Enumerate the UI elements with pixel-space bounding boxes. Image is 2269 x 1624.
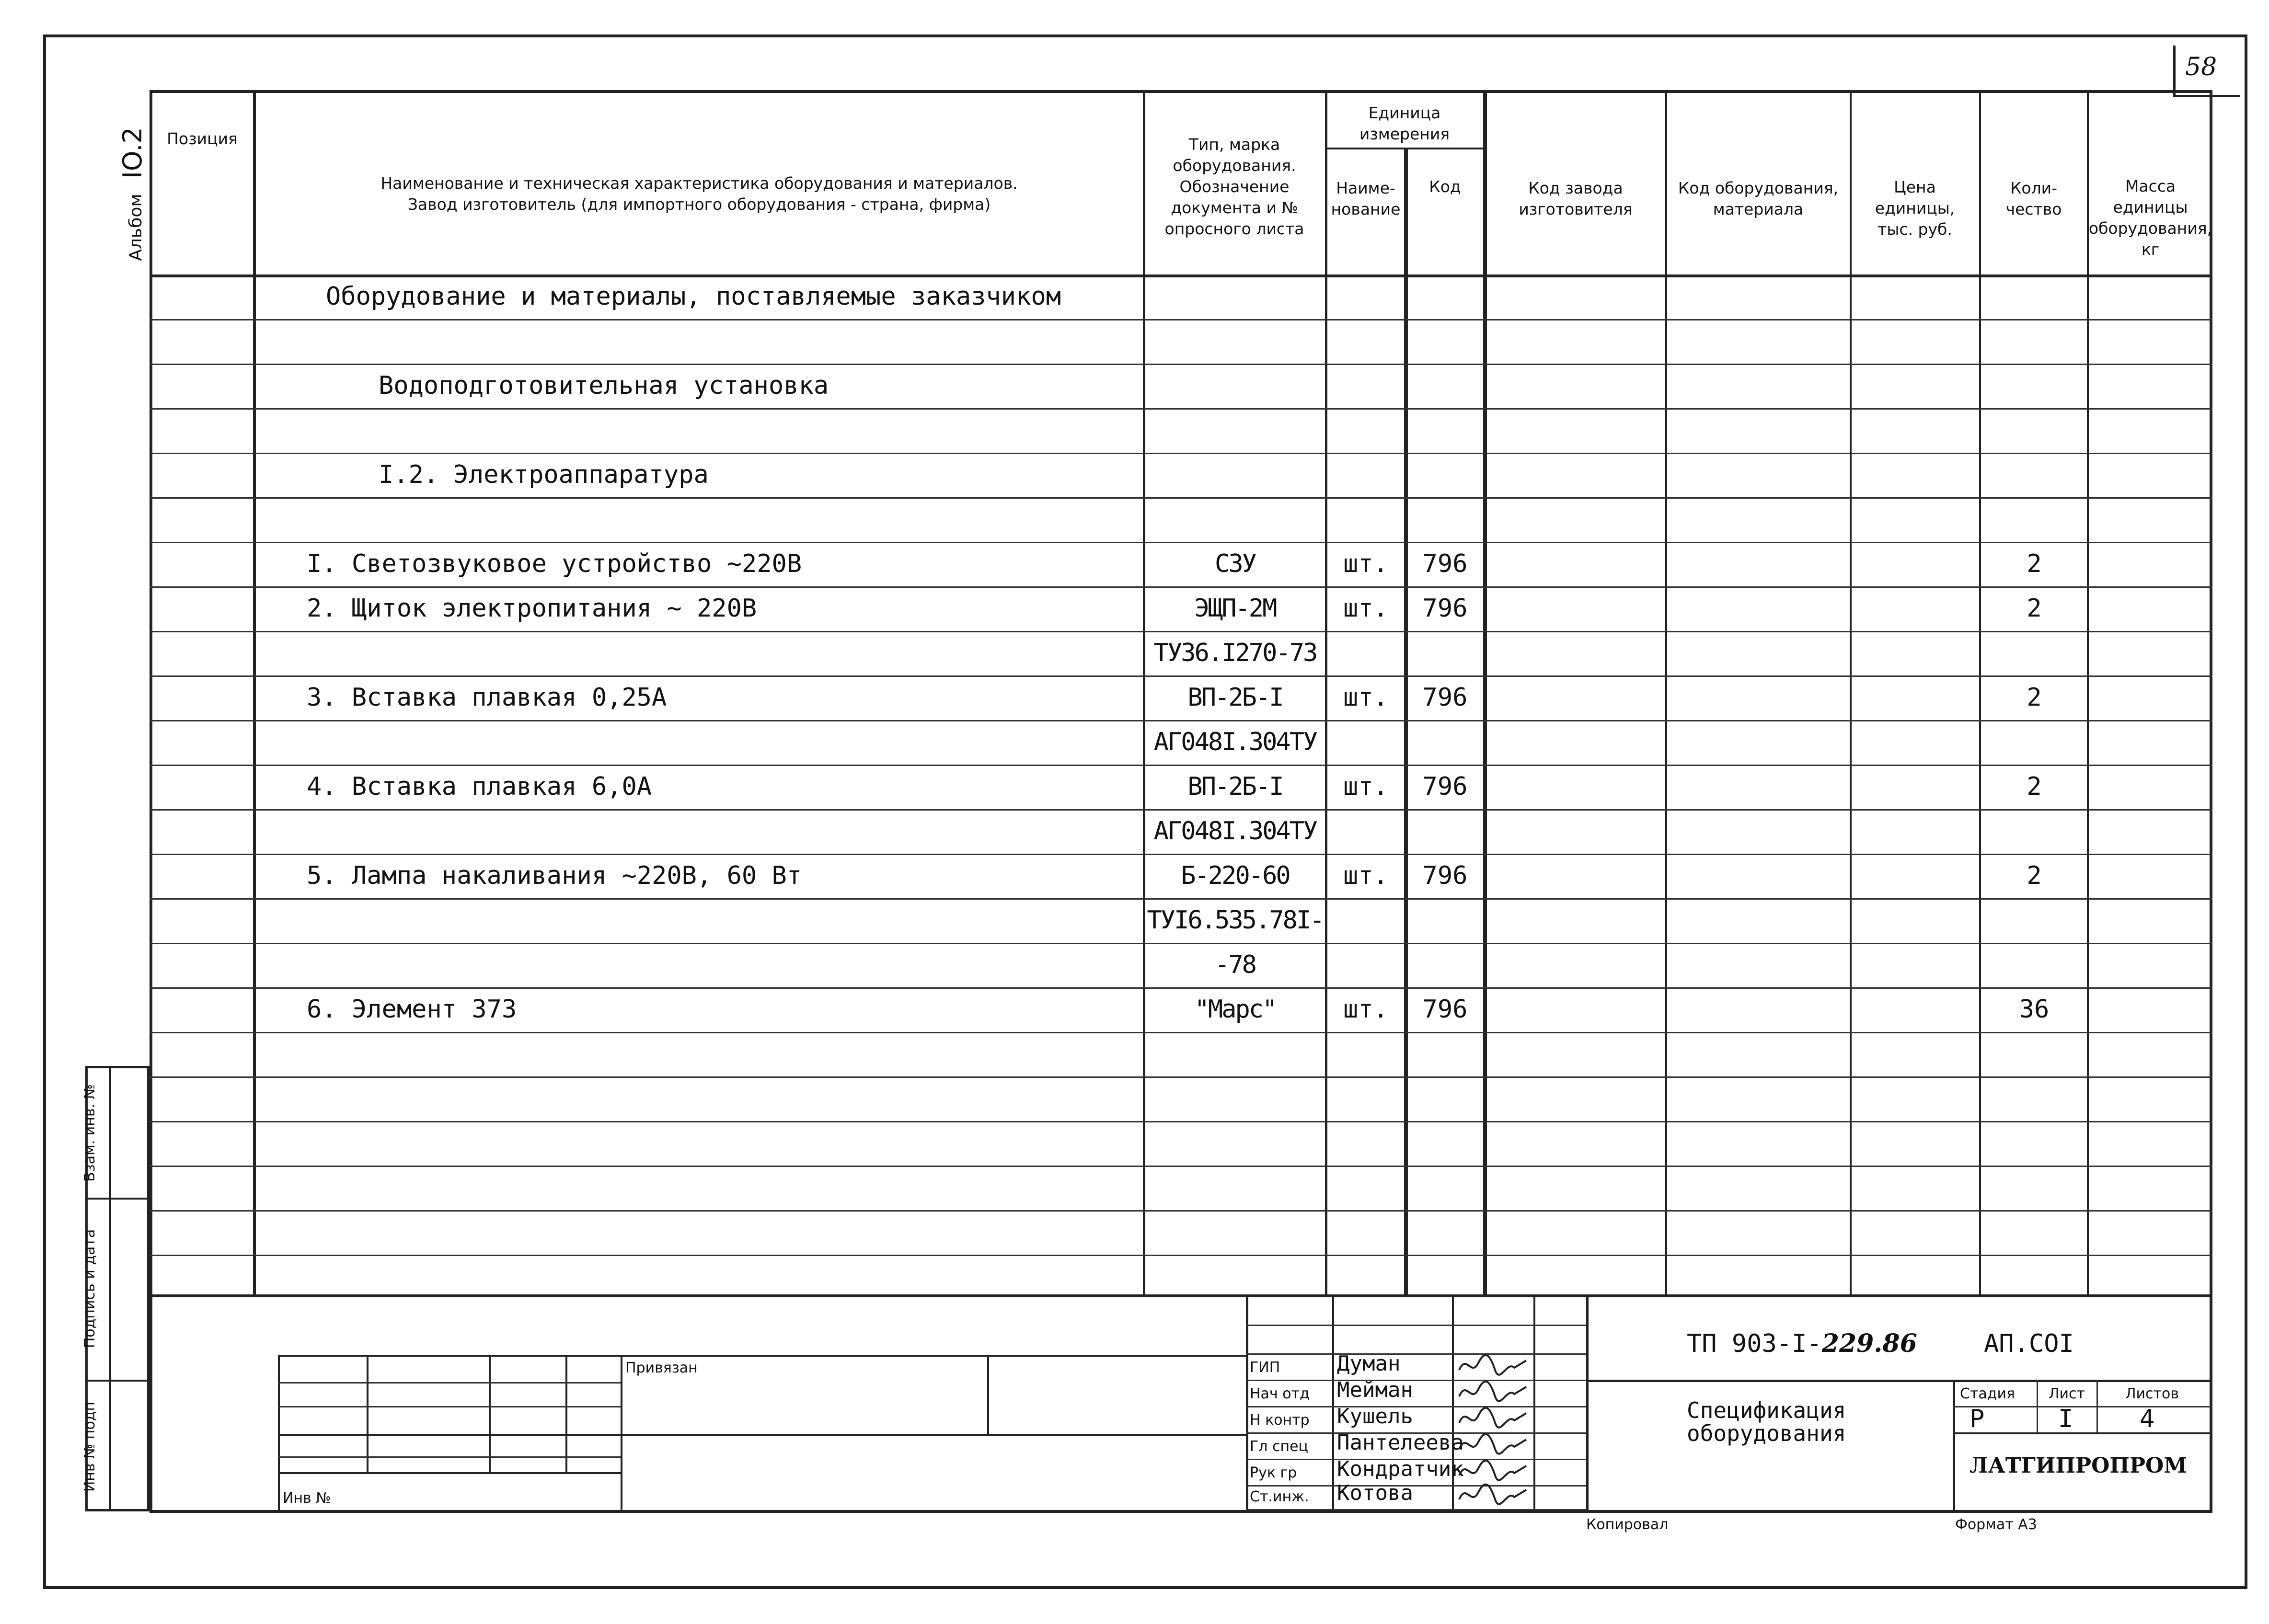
row-line [150, 1210, 2212, 1212]
row-line [150, 675, 2212, 677]
sheet-label: Лист [2049, 1385, 2085, 1402]
sign-role: Ст.инж. [1250, 1488, 1309, 1505]
privyazan-col [489, 1355, 491, 1472]
signature-mark [1454, 1480, 1531, 1509]
stage-value: Р [1970, 1405, 1985, 1433]
row-line [150, 1255, 2212, 1256]
col-line [1665, 90, 1667, 1297]
album-number: IO.2 [117, 127, 148, 179]
row-line [150, 854, 2212, 855]
signature-mark [1454, 1377, 1531, 1406]
header-mass-2: единицы [2113, 198, 2188, 217]
sign-name: Мейман [1337, 1378, 1413, 1402]
privyazan-col [987, 1355, 989, 1434]
col-line [2087, 90, 2089, 1297]
doc-title-1: Спецификация [1687, 1397, 1846, 1423]
row-unit: шт. [1343, 995, 1388, 1024]
row-quantity: 2 [2027, 594, 2042, 623]
header-unit-1: Единица [1368, 103, 1441, 122]
sign-col [1332, 1297, 1334, 1510]
header-factory-code [1487, 172, 1664, 225]
privyazan-row [278, 1434, 1246, 1436]
signature-mark [1454, 1404, 1531, 1432]
doc-title-2: оборудования [1687, 1420, 1846, 1446]
row-name: Водоподготовительная установка [379, 371, 829, 400]
sheet-number: 58 [2185, 53, 2217, 81]
sign-row [1246, 1353, 1586, 1355]
header-type-5: опросного листа [1164, 219, 1304, 238]
tb-stage-col [2037, 1380, 2038, 1432]
sign-row [1246, 1509, 1586, 1510]
sheets-value: 4 [2140, 1405, 2155, 1433]
row-line [150, 586, 2212, 588]
sign-col [1586, 1297, 1589, 1510]
row-line [150, 809, 2212, 811]
doc-code [1687, 1329, 1917, 1358]
sign-row [1246, 1485, 1586, 1487]
sign-role: ГИП [1250, 1359, 1280, 1376]
row-name: 3. Вставка плавкая 0,25А [307, 683, 667, 712]
row-type: СЗУ [1215, 549, 1255, 578]
sign-name: Пантелеева [1337, 1430, 1464, 1455]
header-mass [2089, 172, 2211, 263]
sign-name: Котова [1337, 1481, 1413, 1505]
row-line [150, 453, 2212, 454]
row-unit: шт. [1343, 683, 1388, 712]
row-line [150, 898, 2212, 900]
header-quantity-1: Коли- [2010, 179, 2058, 197]
row-line [150, 497, 2212, 499]
row-line [150, 408, 2212, 410]
header-price-3: тыс. руб. [1877, 220, 1952, 239]
header-equipment-code [1668, 172, 1849, 225]
sign-name: Кушель [1337, 1404, 1413, 1429]
doc-code-hand: 229.86 [1821, 1329, 1917, 1358]
header-unit [1327, 101, 1482, 147]
signature-mark [1454, 1430, 1531, 1459]
col-line [1979, 90, 1981, 1297]
row-line [150, 943, 2212, 944]
privyazan-col [565, 1355, 567, 1472]
row-line [150, 631, 2212, 632]
privyazan-row [278, 1382, 621, 1384]
row-name: I. Светозвуковое устройство ~220В [307, 549, 802, 578]
sign-row [1246, 1406, 1586, 1407]
row-type: ТУI6.535.78I- [1147, 906, 1324, 935]
doc-suffix: АП.COI [1984, 1329, 2074, 1358]
row-type: ВП-2Б-I [1187, 683, 1283, 712]
header-price-2: единицы, [1875, 199, 1955, 217]
privyazan-label: Привязан [625, 1360, 698, 1376]
doc-code-prefix: ТП 903-I- [1687, 1329, 1822, 1358]
row-name: I.2. Электроаппаратура [379, 460, 709, 489]
header-type-2: оборудования. [1173, 156, 1296, 175]
sign-row [1246, 1380, 1586, 1381]
row-unit: шт. [1343, 549, 1388, 578]
col-line [1483, 90, 1487, 1297]
header-price-1: Цена [1894, 178, 1936, 196]
header-equipment-code-2: материала [1713, 200, 1804, 218]
header-quantity [1981, 172, 2086, 225]
tb-right-row [1586, 1380, 2212, 1382]
side-inv: Инв № подп [81, 1401, 98, 1492]
row-code: 796 [1422, 995, 1468, 1024]
sign-col [1246, 1297, 1248, 1510]
sign-name: Кондратчик [1337, 1457, 1464, 1481]
inv-no-label: Инв № [283, 1490, 331, 1507]
header-unit-name-2: нование [1331, 200, 1401, 218]
privyazan-table [278, 1355, 1246, 1510]
row-line [150, 720, 2212, 721]
header-position: Позиция [167, 129, 238, 148]
row-line [150, 542, 2212, 543]
sign-col [1533, 1297, 1535, 1510]
col-line [253, 90, 256, 1297]
sheets-label: Листов [2125, 1385, 2179, 1402]
header-price [1852, 172, 1978, 244]
sign-role: Гл спец [1250, 1438, 1308, 1455]
tb-stage-col [2096, 1380, 2098, 1432]
row-type: "Марс" [1194, 995, 1276, 1024]
organization: ЛАТГИПРОПРОМ [1970, 1453, 2188, 1478]
sign-role: Рук гр [1250, 1464, 1297, 1481]
album-word: Альбом [126, 194, 146, 261]
tb-stage-row [1953, 1406, 2212, 1407]
sign-row [1246, 1325, 1586, 1326]
header-type [1145, 129, 1324, 244]
header-name [256, 93, 1142, 304]
row-type: ТУ36.I270-73 [1153, 639, 1317, 667]
row-quantity: 2 [2027, 861, 2042, 890]
row-line [150, 1121, 2212, 1122]
row-quantity: 2 [2027, 772, 2042, 801]
row-quantity: 2 [2027, 549, 2042, 578]
row-line [150, 1166, 2212, 1167]
album-label [117, 108, 151, 280]
header-type-1: Тип, марка [1188, 135, 1280, 154]
tb-stage-row [1953, 1432, 2212, 1434]
format-label: Формат А3 [1955, 1516, 2037, 1533]
side-vzam: Взам. инв. № [81, 1084, 98, 1182]
header-unit-name [1327, 172, 1404, 225]
header-mass-1: Масса [2125, 177, 2176, 195]
header-type-3: Обозначение [1179, 177, 1290, 196]
row-line [150, 987, 2212, 989]
row-name: 4. Вставка плавкая 6,0А [307, 772, 652, 801]
row-name: 5. Лампа накаливания ~220В, 60 Вт [307, 861, 802, 890]
signature-mark [1454, 1351, 1531, 1380]
sign-role: Н контр [1250, 1412, 1310, 1429]
row-code: 796 [1422, 772, 1468, 801]
row-type: ВП-2Б-I [1187, 772, 1283, 801]
header-unit-2: измерения [1359, 125, 1450, 143]
copied-label: Копировал [1586, 1516, 1669, 1533]
header-unit-name-1: Наиме- [1336, 179, 1395, 197]
header-factory-code-1: Код завода [1528, 179, 1623, 197]
row-line [150, 364, 2212, 365]
privyazan-col [278, 1355, 280, 1510]
row-type: ЭЩП-2М [1194, 594, 1276, 623]
sign-name: Думан [1337, 1351, 1401, 1376]
row-code: 796 [1422, 594, 1468, 623]
privyazan-row [278, 1456, 621, 1458]
header-mass-3: оборудования, [2088, 219, 2212, 238]
row-name: 2. Щиток электропитания ~ 220В [307, 594, 757, 623]
side-stamp-divider [109, 1066, 111, 1511]
row-code: 796 [1422, 861, 1468, 890]
header-type-4: документа и № [1171, 198, 1298, 217]
row-name: Оборудование и материалы, поставляемые заказчиком [326, 282, 1061, 311]
header-name-line1: Наименование и техническая характеристика оборудования и материалов. [380, 174, 1018, 193]
row-type: Б-220-60 [1181, 861, 1290, 890]
row-line [150, 1032, 2212, 1033]
col-line [1850, 90, 1852, 1297]
row-name: 6. Элемент 373 [307, 995, 517, 1024]
sheet-value: I [2058, 1405, 2073, 1433]
row-code: 796 [1422, 683, 1468, 712]
row-line [150, 319, 2212, 320]
row-quantity: 36 [2019, 995, 2050, 1024]
row-type: АГ048I.304ТУ [1153, 817, 1317, 846]
sign-role: Нач отд [1250, 1385, 1310, 1402]
header-mass-4: кг [2141, 240, 2160, 259]
side-podpis: Подпись и дата [81, 1229, 98, 1349]
header-equipment-code-1: Код оборудования, [1678, 179, 1839, 197]
row-code: 796 [1422, 549, 1468, 578]
doc-title [1687, 1399, 1846, 1445]
header-unit-code: Код [1429, 177, 1461, 196]
row-line [150, 765, 2212, 766]
privyazan-row [278, 1406, 621, 1407]
privyazan-col [621, 1355, 622, 1510]
row-type: АГ048I.304ТУ [1153, 728, 1317, 756]
row-line [150, 1076, 2212, 1078]
side-stamp-row [85, 1380, 150, 1382]
row-type: -78 [1215, 950, 1255, 979]
header-name-line2: Завод изготовитель (для импортного оборудования - страна, фирма) [407, 195, 991, 214]
header-quantity-2: чество [2005, 200, 2062, 218]
privyazan-col [367, 1355, 369, 1472]
row-unit: шт. [1343, 594, 1388, 623]
tb-right-col [1953, 1380, 1955, 1510]
row-unit: шт. [1343, 772, 1388, 801]
unit-subheader-line [1325, 148, 1483, 149]
row-unit: шт. [1343, 861, 1388, 890]
stage-label: Стадия [1960, 1385, 2016, 1402]
privyazan-row [278, 1472, 621, 1474]
header-factory-code-2: изготовителя [1519, 200, 1633, 218]
row-quantity: 2 [2027, 683, 2042, 712]
